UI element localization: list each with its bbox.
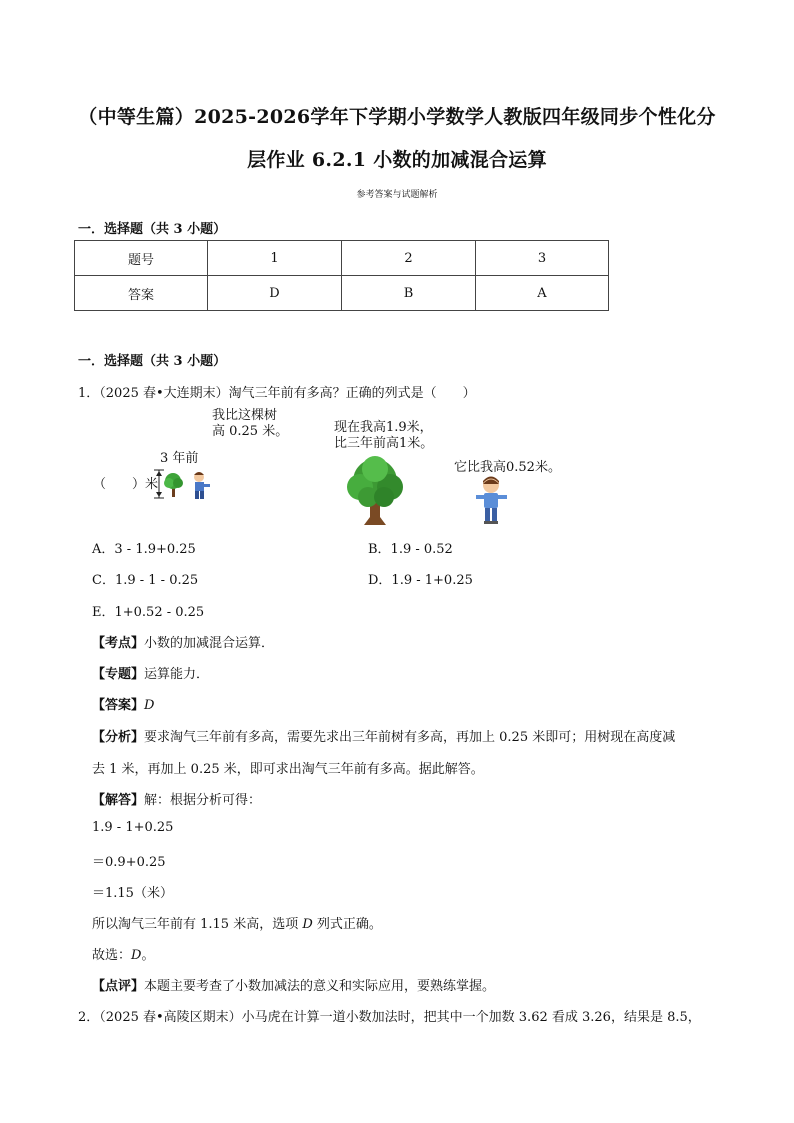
kaodian-line: [92, 632, 274, 651]
figure-blank-label: （ ）米: [93, 477, 159, 492]
zhuanti-tag: 【专题】: [92, 667, 145, 682]
kaodian-tag: 【考点】: [92, 636, 145, 651]
fenxi-text: 要求淘气三年前有多高，需要先求出三年前树有多高，再加上 0.25 米即可；用树现在高度减: [144, 730, 676, 745]
zhuanti-text: 运算能力．: [144, 667, 210, 682]
fenxi-tag: 【分析】: [92, 730, 145, 745]
question-stem: 2．（2025 春•高陵区期末）小马虎在计算一道小数加法时，把其中一个加数 3.62 看成 3.26，结果是 8.5，: [78, 1010, 701, 1025]
bubble-text: 高 0.25 米。: [212, 424, 289, 439]
calc-step: 1.9 - 1+0.25: [92, 820, 174, 835]
question-stem: 1．（2025 春•大连期末）淘气三年前有多高？正确的列式是（ ）: [78, 386, 476, 401]
figure-label: 3 年前: [160, 451, 199, 466]
small-tree-icon: [164, 473, 183, 497]
calc-step: ＝0.9+0.25: [92, 855, 166, 870]
section-heading: 一．选择题（共 3 小题）: [78, 354, 227, 369]
choice-text: 。: [141, 948, 155, 963]
bubble-text: 现在我高1.9米，: [334, 420, 433, 435]
answer-line: [92, 694, 154, 713]
bubble-text: 比三年前高1米。: [334, 436, 434, 451]
option-c: C．1.9 - 1 - 0.25: [92, 573, 199, 588]
answer-table: [74, 240, 609, 311]
table-cell: 2: [342, 241, 476, 276]
fenxi-line: [92, 726, 675, 745]
table-cell: 题号: [75, 241, 208, 276]
height-arrow-icon: [154, 470, 164, 498]
kaodian-text: 小数的加减混合运算．: [144, 636, 275, 651]
small-boy-icon: [194, 472, 210, 499]
table-cell: B: [342, 276, 476, 311]
conclusion-line: [92, 913, 382, 932]
page-subtitle: 参考答案与试题解析: [356, 190, 438, 200]
table-cell: 3: [476, 241, 609, 276]
table-cell: D: [208, 276, 342, 311]
jieda-line: [92, 789, 261, 808]
small-figure-illustration: [150, 466, 220, 504]
speech-bubble: [212, 408, 288, 440]
speech-bubble: [334, 420, 433, 452]
table-cell: A: [476, 276, 609, 311]
choice-text: 故选：: [92, 948, 132, 963]
conclusion-text: 所以淘气三年前有 1.15 米高，选项: [92, 917, 303, 932]
table-cell: 1: [208, 241, 342, 276]
speech-bubble: 它比我高0.52米。: [454, 460, 561, 475]
big-tree-icon: [344, 455, 406, 527]
bubble-text: 我比这棵树: [212, 408, 278, 423]
dianping-line: [92, 975, 495, 994]
answer-tag: 【答案】: [92, 698, 145, 713]
zhuanti-line: [92, 663, 209, 682]
page-title-line1: （中等生篇）2025-2026学年下学期小学数学人教版四年级同步个性化分: [78, 106, 716, 128]
fenxi-line-2: 去 1 米，再加上 0.25 米，即可求出淘气三年前有多高。据此解答。: [92, 762, 484, 777]
calc-step: ＝1.15（米）: [92, 886, 173, 901]
option-d: D．1.9 - 1+0.25: [368, 573, 473, 588]
dianping-text: 本题主要考查了小数加减法的意义和实际应用，要熟练掌握。: [144, 979, 496, 994]
section-heading: 一．选择题（共 3 小题）: [78, 222, 227, 237]
option-a: A．3 - 1.9+0.25: [92, 542, 196, 557]
choice-line: [92, 944, 154, 963]
answer-text: D: [144, 698, 155, 713]
conclusion-option: D: [302, 917, 313, 932]
option-b: B．1.9 - 0.52: [368, 542, 453, 557]
dianping-tag: 【点评】: [92, 979, 145, 994]
table-row: [75, 276, 609, 311]
option-e: E．1+0.52 - 0.25: [92, 605, 205, 620]
conclusion-text: 列式正确。: [312, 917, 382, 932]
boy-icon: [472, 474, 512, 526]
table-row: [75, 241, 609, 276]
choice-option: D: [131, 948, 142, 963]
page-title-line2: 层作业 6.2.1 小数的加减混合运算: [247, 149, 547, 171]
jieda-text: 解：根据分析可得：: [144, 793, 262, 808]
jieda-tag: 【解答】: [92, 793, 145, 808]
table-cell: 答案: [75, 276, 208, 311]
